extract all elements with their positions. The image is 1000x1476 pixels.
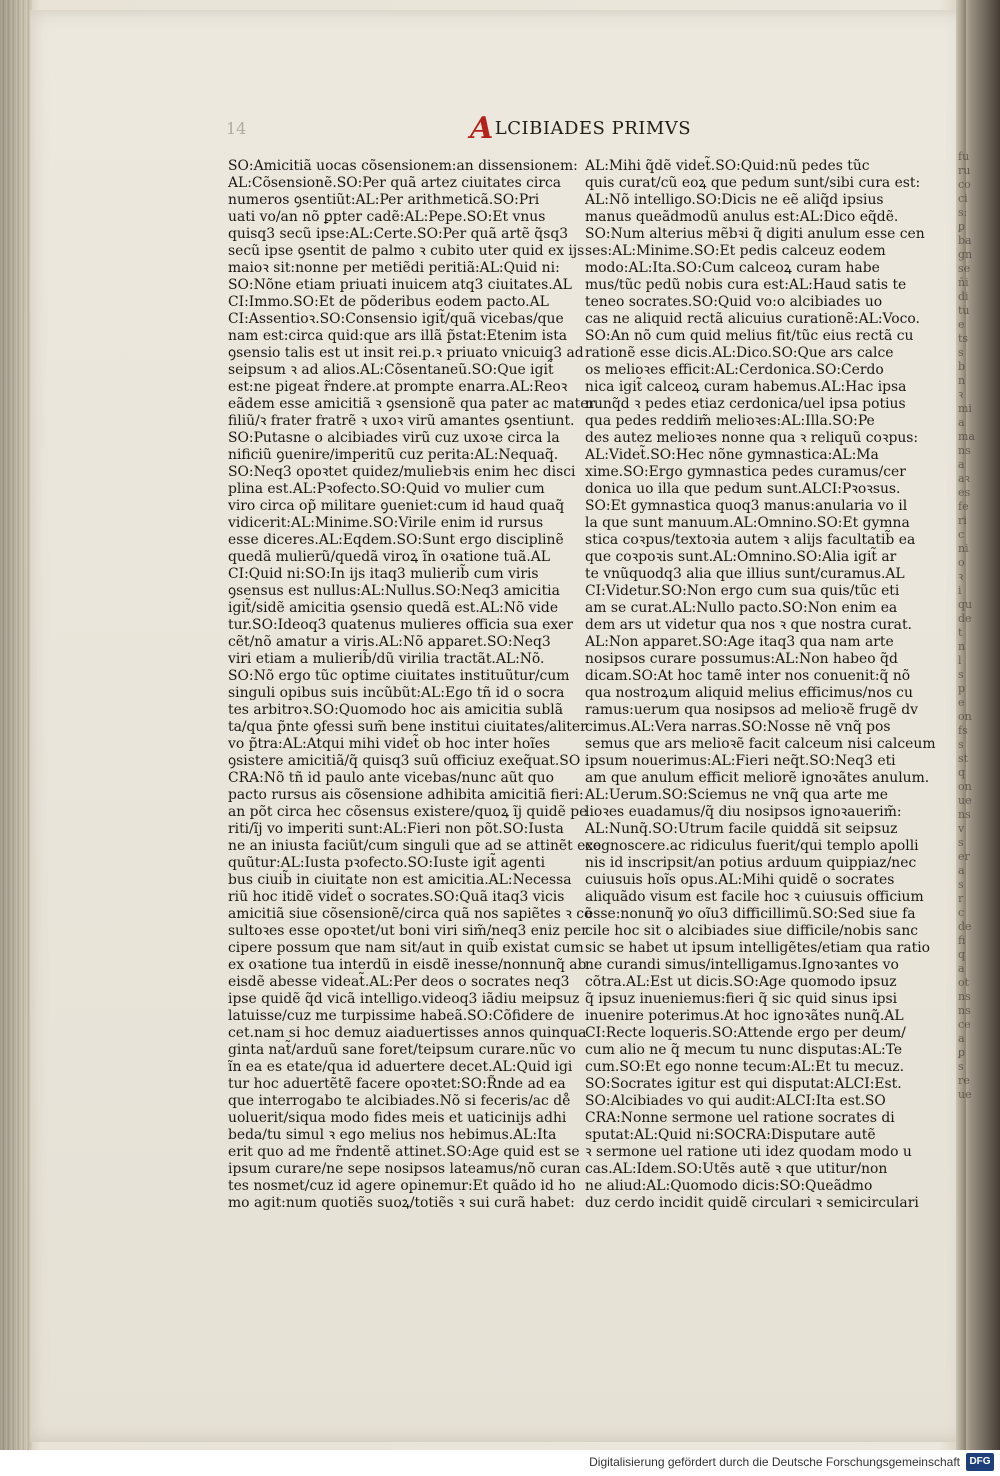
text-line: tur hoc aduertẽtẽ facere opoꝛtet:SO:R̃nde ad ea — [228, 1076, 566, 1092]
bleed-text-fragment: ba — [958, 234, 972, 247]
running-header — [470, 107, 692, 146]
bleed-text-fragment: v — [958, 822, 965, 835]
text-line: que interrogabo te alcibiades.Nõ si feceris/ac de̊ — [228, 1093, 571, 1109]
bleed-text-fragment: es — [958, 486, 971, 499]
text-line: nam est:circa quid:que ars illã p̃stat:Etenim ista — [228, 328, 568, 344]
text-line: filiũ/ꝛ frater fratrẽ ꝛ uxoꝛ virũ amantes ꝯsentiunt. — [228, 413, 575, 429]
text-line: xime.SO:Ergo gymnastica pedes curamus/cer — [585, 464, 906, 480]
text-line: ne an iniusta faciũt/cum singuli que ad se attinẽt exe — [228, 838, 602, 854]
text-line: am se curat.AL:Nullo pacto.SO:Non enim ea — [585, 600, 898, 616]
bleed-text-fragment: ce — [958, 1018, 971, 1031]
bleed-text-fragment: mi — [958, 402, 972, 415]
text-line: ginta nat̃/arduũ sane foret/teipsum curare.nũc vo — [228, 1042, 576, 1058]
bleed-text-fragment: ns — [958, 808, 971, 821]
bleed-text-fragment: on — [958, 780, 972, 793]
text-line: ta/qua p̃nte ꝯfessi sum̃ bene institui ciuitates/aliter — [228, 719, 587, 735]
text-line: est:ne pigeat r̃ndere.at prompte enarra.AL:Reoꝛ — [228, 379, 568, 395]
text-line: AL:Videt̃.SO:Hec nõne gymnastica:AL:Ma — [585, 447, 879, 463]
bleed-text-fragment: a — [958, 1032, 965, 1045]
bleed-text-fragment: o — [958, 556, 965, 569]
text-line: CI:Quid ni:SO:In ijs itaq3 mulierib̃ cum viris — [228, 566, 539, 582]
bleed-text-fragment: q — [958, 948, 966, 961]
text-line: des autez melioꝛes nonne qua ꝛ reliquũ coꝛpus: — [585, 430, 919, 446]
bleed-text-fragment: aꝛ — [958, 472, 970, 485]
text-line: ne curandi simus/intelligamus.Ignoꝛantes vo — [585, 957, 899, 973]
text-line: quũtur:AL:Iusta pꝛofecto.SO:Iuste igit̃ agenti — [228, 855, 546, 871]
text-line: dicam.SO:At hoc tamẽ inter nos conuenit:q̃ nõ — [585, 668, 911, 684]
bleed-text-fragment: ci — [958, 192, 968, 205]
bleed-text-fragment: s — [958, 346, 964, 359]
text-line: que coꝛpoꝛis sunt.AL:Omnino.SO:Alia igit̃ ar — [585, 549, 897, 565]
text-line: ramus:uerum qua nosipsos ad melioꝛẽ frugẽ dv — [585, 702, 918, 718]
text-line: quisq3 secũ ipse:AL:Certe.SO:Per quã artẽ q̃sq3 — [228, 226, 569, 242]
text-line: uoluerit/siqua modo fides meis et uaticinijs adhi — [228, 1110, 567, 1126]
bleed-text-fragment: ue — [958, 794, 972, 807]
text-line: uati vo/an nõ ꝑpter cadẽ:AL:Pepe.SO:Et vnus — [228, 209, 546, 225]
text-line: cipere possum que nam sit/aut in quib̃ existat cum — [228, 940, 584, 956]
text-line: cas ne aliquid rectã alicuius curationẽ:AL:Voco. — [585, 311, 920, 327]
text-line: mus/tũc pedũ nobis cura est:AL:Haud satis te — [585, 277, 907, 293]
text-line: latuisse/cuz me turpissime habeã.SO:Cõfidere de — [228, 1008, 575, 1024]
bleed-text-fragment: st — [958, 752, 969, 765]
text-line: CI:Videtur.SO:Non ergo cum sua quis/tũc eti — [585, 583, 900, 599]
text-line: ꝛ sermone uel ratione uti idez quodam modo u — [585, 1144, 912, 1160]
book-page-edges-left — [0, 0, 32, 1450]
text-line: ipsum nouerimus:AL:Fieri neq̃t.SO:Neq3 eti — [585, 753, 896, 769]
text-line: vo p̃tra:AL:Atqui mihi videt̃ ob hoc inter hoĩes — [228, 736, 551, 752]
bleed-text-fragment: tu — [958, 304, 970, 317]
bleed-text-fragment: fi — [958, 934, 966, 947]
text-line: inuenire poterimus.At hoc ignoꝛãtes nunq̃.AL — [585, 1008, 904, 1024]
bleed-text-fragment: c — [958, 528, 965, 541]
text-line: qua pedes reddim̃ melioꝛes:AL:Illa.SO:Pe — [585, 413, 875, 429]
bleed-text-fragment: s — [958, 738, 964, 751]
bleed-text-fragment: ꝛ — [958, 570, 964, 583]
text-line: AL:Non apparet.SO:Age itaq3 qua nam arte — [585, 634, 894, 650]
text-line: sputat:AL:Quid ni:SOCRA:Disputare autẽ — [585, 1127, 876, 1143]
bleed-text-fragment: ns — [958, 444, 971, 457]
text-line: AL:Cõsensionẽ.SO:Per quã artez ciuitates circa — [228, 175, 562, 191]
bleed-text-fragment: a — [958, 458, 965, 471]
text-line: cuiusuis hoĩs opus.AL:Mihi quidẽ o socrates — [585, 872, 895, 888]
text-line: stica coꝛpus/textoꝛia autem ꝛ alijs facultatib̃ ea — [585, 532, 916, 548]
bleed-text-fragment: s — [958, 878, 964, 891]
bleed-text-fragment: i — [958, 584, 962, 597]
text-line: pacto rursus ais cõsensione adhibita amicitiã fieri: — [228, 787, 584, 803]
bleed-text-fragment: ru — [958, 164, 971, 177]
bleed-text-fragment: de — [958, 612, 972, 625]
text-line: CI:Assentioꝛ.SO:Consensio igit̃/quã vicebas/que — [228, 311, 564, 327]
bleed-text-fragment: ns — [958, 990, 971, 1003]
bleed-text-fragment: e — [958, 696, 965, 709]
bleed-text-fragment: ot — [958, 976, 970, 989]
text-line: nunq̃d ꝛ pedes etiaz cerdonica/uel ipsa potius — [585, 396, 906, 412]
bleed-text-fragment: fu — [958, 150, 970, 163]
bleed-text-fragment: p — [958, 682, 966, 695]
text-line: SO:Putasne o alcibiades virũ cuz uxoꝛe circa la — [228, 430, 560, 446]
footer-credit: Digitalisierung gefördert durch die Deutsche Forschungsgemeinschaft — [589, 1455, 960, 1469]
text-line: vidicerit:AL:Minime.SO:Virile enim id rursus — [228, 515, 544, 531]
text-line: cile hoc sit o alcibiades siue difficile/nobis sanc — [585, 923, 919, 939]
text-line: mo agit:num quotiẽs suoꝝ/totiẽs ꝛ sui curã habet: — [228, 1195, 575, 1211]
text-line: sultoꝛes esse opoꝛtet/ut boni viri sim̃/neq3 eniz per — [228, 923, 588, 939]
text-line: ses:AL:Minime.SO:Et pedis calceuz eodem — [585, 243, 886, 259]
text-line: eisdẽ abesse videat̃.AL:Per deos o socrates neq3 — [228, 974, 570, 990]
text-line: am que anulum efficit meliorẽ ignoꝛãtes anulum. — [585, 770, 930, 786]
text-line: cognoscere.ac ridiculus fuerit/qui templo apolli — [585, 838, 919, 854]
text-line: teneo socrates.SO:Quid vo:o alcibiades uo — [585, 294, 883, 310]
text-line: CI:Immo.SO:Et de põderibus eodem pacto.AL — [228, 294, 549, 310]
bleed-text-fragment: fe — [958, 500, 969, 513]
text-line: SO:An nõ cum quid melius fit/tũc eius rectã cu — [585, 328, 914, 344]
text-line: SO:Amicitiã uocas cõsensionem:an dissensionem: — [228, 158, 578, 174]
bleed-text-fragment: er — [958, 850, 970, 863]
text-line: eãdem esse amicitiã ꝛ ꝯsensionẽ qua pater ac mater — [228, 396, 596, 412]
text-line: AL:Nõ intelligo.SO:Dicis ne eẽ aliq̃d ipsius — [585, 192, 884, 208]
text-line: qua nostroꝝum aliquid melius efficimus/nos cu — [585, 685, 913, 701]
running-header-title: LCIBIADES PRIMVS — [494, 118, 692, 139]
text-line: ipse quidẽ q̃d vicã intelligo.videoq3 iãdiu meipsuz — [228, 991, 580, 1007]
bleed-text-fragment: co — [958, 178, 971, 191]
text-line: ĩn ea es etate/qua id aduertere decet.AL:Quid igi — [228, 1059, 573, 1075]
bleed-text-fragment: q — [958, 766, 966, 779]
bleed-text-fragment: s: — [958, 206, 968, 219]
bleed-text-fragment: c — [958, 906, 965, 919]
bleed-text-fragment: ñi — [958, 276, 969, 289]
text-line: SO:Neq3 opoꝛtet quidez/muliebꝛis enim hec disci — [228, 464, 576, 480]
text-line: singuli opibus suis incũbũt:AL:Ego tñ id o socra — [228, 685, 565, 701]
bleed-text-fragment: ri — [958, 514, 967, 527]
bleed-text-fragment: r — [958, 892, 964, 905]
text-line: numeros ꝯsentiũt:AL:Per arithmeticã.SO:Pri — [228, 192, 540, 208]
text-line: q̃ ipsuz inueniemus:fieri q̃ sic quid sinus ipsi — [585, 991, 898, 1007]
text-line: SO:Et gymnastica quoq3 manus:anularia vo il — [585, 498, 908, 514]
text-line: modo:AL:Ita.SO:Cum calceoꝝ curam habe — [585, 260, 880, 276]
pencil-foliation-mark: 14 — [226, 119, 247, 138]
bleed-text-fragment: a — [958, 864, 965, 877]
text-line: seipsum ꝛ ad alios.AL:Cõsentaneũ.SO:Que igit̃ — [228, 362, 554, 378]
bleed-text-fragment: ns — [958, 1004, 971, 1017]
text-line: cõtra.AL:Est ut dicis.SO:Age quomodo ipsuz — [585, 974, 897, 990]
text-line: nosipsos curare possumus:AL:Non habeo q̃d — [585, 651, 898, 667]
text-line: sic se habet ut ipsum intelligẽtes/etiam qua ratio — [585, 940, 931, 956]
text-line: lioꝛes euadamus/q̃ diu nosipsos ignoꝛauerim̃: — [585, 804, 902, 820]
text-line: nificiũ ꝯuenire/imperitũ cuz perita:AL:Nequaq̃. — [228, 447, 559, 463]
text-line: igit̃/sidẽ amicitia ꝯsensio quedã est.AL:Nõ vide — [228, 600, 559, 616]
bleed-text-fragment: ma — [958, 430, 975, 443]
text-line: ꝯsensus est nullus:AL:Nullus.SO:Neq3 amicitia — [228, 583, 560, 599]
text-line: tur.SO:Ideoq3 quatenus mulieres officia sua exer — [228, 617, 574, 633]
text-line: CI:Recte loqueris.SO:Attende ergo per deum/ — [585, 1025, 906, 1041]
text-line: duz cerdo incidit quidẽ circulari ꝛ semicirculari — [585, 1195, 919, 1211]
text-column-right — [585, 158, 936, 1212]
bleed-text-fragment: a — [958, 416, 965, 429]
text-line: AL:Mihi q̃dẽ videt̃.SO:Quid:nũ pedes tũc — [585, 158, 870, 174]
text-line: esse:nonunq̃ ꝟo oĩu3 difficillimũ.SO:Sed siue fa — [585, 906, 916, 922]
text-line: donica uo illa que pedum sunt.ALCI:Pꝛoꝛsus. — [585, 481, 901, 497]
bleed-text-fragment: ꝛ — [958, 388, 964, 401]
rubricated-initial: A — [470, 111, 494, 146]
text-line: os melioꝛes efficit:AL:Cerdonica.SO:Cerdo — [585, 362, 884, 378]
bleed-text-fragment: b — [958, 360, 966, 373]
bleed-text-fragment: l — [958, 654, 962, 667]
bleed-text-fragment: ts — [958, 332, 969, 345]
text-line: beda/tu simul ꝛ ego melius nos hebimus.AL:Ita — [228, 1127, 557, 1143]
text-line: aliquãdo visum est facile hoc ꝛ cuiusuis officium — [585, 889, 924, 905]
bleed-text-fragment: se — [958, 262, 971, 275]
text-line: ꝯsensio talis est ut insit rei.p.ꝛ priuato vnicuiq3 ad — [228, 345, 584, 361]
text-line: esse diceres.AL:Eqdem.SO:Sunt ergo disciplinẽ — [228, 532, 564, 548]
text-line: riti/ĩj vo imperiti sunt:AL:Fieri non põt.SO:Iusta — [228, 821, 564, 837]
text-line: secũ ipse ꝯsentit de palmo ꝛ cubito uter quid ex ijs — [228, 243, 585, 259]
text-line: SO:Socrates igitur est qui disputat:ALCI:Est. — [585, 1076, 902, 1092]
text-line: SO:Nõ ergo tũc optime ciuitates instituũtur/cum — [228, 668, 570, 684]
bleed-text-fragment: ꝑ — [958, 1046, 965, 1059]
text-line: an põt circa hec cõsensus existere/quoꝝ ĩj quidẽ pe — [228, 804, 588, 820]
text-line: te vnũquodq3 alia que illius sunt/curamus.AL — [585, 566, 905, 582]
text-line: ipsum curare/ne sepe nosipsos lateamus/nõ curan — [228, 1161, 581, 1177]
text-line: nis id inscripsit/an potius arduum quippiaz/nec — [585, 855, 917, 871]
text-line: manus queãdmodũ anulus est:AL:Dico eq̃dẽ. — [585, 209, 899, 225]
bleed-text-fragment: ue — [958, 1088, 972, 1101]
text-line: quedã mulierũ/quedã viroꝝ ĩn oꝛatione tuã.AL — [228, 549, 551, 565]
text-line: cimus.AL:Vera narras.SO:Nosse nẽ vnq̃ pos — [585, 719, 891, 735]
text-line: ꝯsistere amicitiã/q̃ quisq3 suũ officiuz exeq̃uat.SO — [228, 753, 581, 769]
bleed-text-fragment: ni — [958, 542, 969, 555]
text-line: cẽt/nõ amatur a viris.AL:Nõ apparet.SO:Neq3 — [228, 634, 551, 650]
text-line: ex oꝛatione tua interdũ in eisdẽ inesse/nonnunq̃ ab — [228, 957, 587, 973]
bleed-text-fragment: e — [958, 318, 965, 331]
bleed-text-fragment: s — [958, 668, 964, 681]
text-line: cas.AL:Idem.SO:Utẽs autẽ ꝛ que utitur/non — [585, 1161, 888, 1177]
bleed-text-fragment: n — [958, 640, 966, 653]
text-line: CRA:Nõ tñ id paulo ante vicebas/nunc aũt quo — [228, 770, 554, 786]
bleed-text-fragment: s — [958, 836, 964, 849]
text-line: tes nosmet/cuz id agere opinemur:Et quãdo id ho — [228, 1178, 576, 1194]
bleed-text-fragment: di — [958, 290, 969, 303]
bleed-text-fragment: a — [958, 962, 965, 975]
text-line: bus ciuib̃ in ciuitate non est amicitia.AL:Necessa — [228, 872, 572, 888]
bleed-text-fragment: s — [958, 1060, 964, 1073]
text-line: viro circa op̃ militare ꝯueniet:cum id haud quaq̃ — [228, 498, 565, 514]
text-column-left — [228, 158, 602, 1212]
text-line: tes arbitroꝛ.SO:Quomodo hoc ais amicitia sublã — [228, 702, 563, 718]
text-line: quis curat/cũ eoꝝ que pedum sunt/sibi cura est: — [585, 175, 921, 191]
text-line: cum alio ne q̃ mecum tu nunc disputas:AL:Te — [585, 1042, 903, 1058]
text-line: amicitiã siue cõsensionẽ/circa quã nos sapiẽtes ꝛ cõ — [228, 906, 593, 922]
text-line: rationẽ esse dicis.AL:Dico.SO:Que ars calce — [585, 345, 894, 361]
dfg-logo: DFG — [966, 1453, 994, 1471]
bleed-text-fragment: gn — [958, 248, 973, 261]
text-line: nica igit̃ calceoꝝ curam habemus.AL:Hac ipsa — [585, 379, 907, 395]
bleed-text-fragment: de — [958, 920, 972, 933]
bleed-text-fragment: re — [958, 1074, 970, 1087]
text-line: la que sunt manuum.AL:Omnino.SO:Et gymna — [585, 515, 910, 531]
bleed-text-fragment: t — [958, 626, 963, 639]
text-line: ne aliud:AL:Quomodo dicis:SO:Queãdmo — [585, 1178, 873, 1194]
text-line: SO:Alcibiades vo qui audit:ALCI:Ita est.SO — [585, 1093, 886, 1109]
text-line: CRA:Nonne sermone uel ratione socrates di — [585, 1110, 895, 1126]
text-line: viri etiam a mulierib̃/dũ virilia tractãt.AL:Nõ. — [228, 651, 545, 667]
text-line: AL:Uerum.SO:Sciemus ne vnq̃ qua arte me — [585, 787, 888, 803]
bleed-text-fragment: fs — [958, 724, 968, 737]
text-line: dem ars ut videtur qua nos ꝛ que nostra curat. — [585, 617, 912, 633]
text-line: riũ hoc itidẽ videt̃ o socrates.SO:Quã itaq3 vicis — [228, 889, 565, 905]
text-line: AL:Nunq̃.SO:Utrum facile quiddã sit seipsuz — [585, 821, 898, 837]
text-line: SO:Nõne etiam priuati inuicem atq3 ciuitates.AL — [228, 277, 572, 293]
text-line: maioꝛ sit:nonne per metiẽdi peritiã:AL:Quid ni: — [228, 260, 560, 276]
text-line: plina est.AL:Pꝛofecto.SO:Quid vo mulier cum — [228, 481, 545, 497]
text-line: cet.nam si hoc demuz aiaduertisses annos quinqua — [228, 1025, 587, 1041]
facing-page-text-fragment — [958, 150, 1000, 1300]
text-line: cum.SO:Et ego nonne tecum:AL:Et tu mecuz. — [585, 1059, 905, 1075]
text-line: erit quo ad me r̃ndentẽ attinet.SO:Age quid est se — [228, 1144, 580, 1160]
bleed-text-fragment: qu — [958, 598, 973, 611]
text-line: SO:Num alterius mẽbꝛi q̃ digiti anulum esse cen — [585, 226, 925, 242]
text-line: semus que ars melioꝛẽ facit calceum nisi calceum — [585, 736, 936, 752]
bleed-text-fragment: on — [958, 710, 972, 723]
bleed-text-fragment: n — [958, 374, 966, 387]
bleed-text-fragment: ꝑ — [958, 220, 965, 233]
